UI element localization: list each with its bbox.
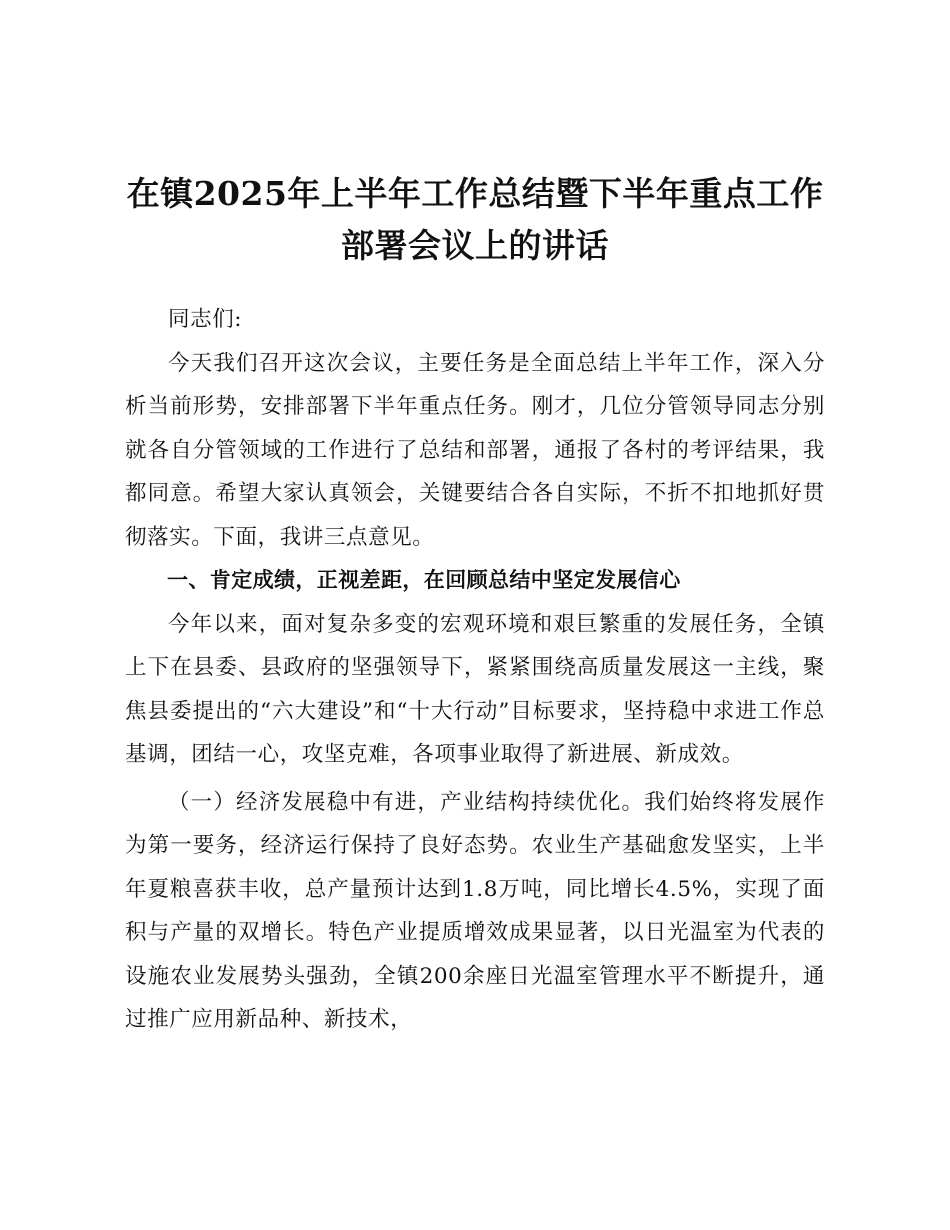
section-heading-1: 一、肯定成绩，正视差距，在回顾总结中坚定发展信心 bbox=[167, 568, 681, 592]
section-1-paragraph: 今年以来，面对复杂多变的宏观环境和艰巨繁重的发展任务，全镇上下在县委、县政府的坚强领导下，紧紧围绕高质量发展这一主线，聚焦县委提出的“六大建设”和“十大行动”目标要求，坚持稳中求进工作总基调，团结一心，攻坚克难，各项事业取得了新进展、新成效。 bbox=[125, 611, 825, 767]
salutation: 同志们: bbox=[168, 307, 243, 332]
document-title bbox=[125, 168, 825, 272]
subsection-1-paragraph: （一）经济发展稳中有进，产业结构持续优化。我们始终将发展作为第一要务，经济运行保持了良好态势。农业生产基础愈发坚实，上半年夏粮喜获丰收，总产量预计达到1.8万吨，同比增长4.5%，实现了面积与产量的双增长。特色产业提质增效成果显著，以日光温室为代表的设施农业发展势头强劲，全镇200余座日光温室管理水平不断提升，通过推广应用新品种、新技术， bbox=[125, 789, 825, 1032]
intro-paragraph: 今天我们召开这次会议，主要任务是全面总结上半年工作，深入分析当前形势，安排部署下半年重点任务。刚才，几位分管领导同志分别就各自分管领域的工作进行了总结和部署，通报了各村的考评结果，我都同意。希望大家认真领会，关键要结合各自实际，不折不扣地抓好贯彻落实。下面，我讲三点意见。 bbox=[125, 350, 825, 550]
title-line-2: 部署会议上的讲话 bbox=[341, 226, 609, 265]
title-line-1: 在镇2025年上半年工作总结暨下半年重点工作 bbox=[126, 174, 824, 213]
document-page bbox=[125, 168, 825, 1042]
